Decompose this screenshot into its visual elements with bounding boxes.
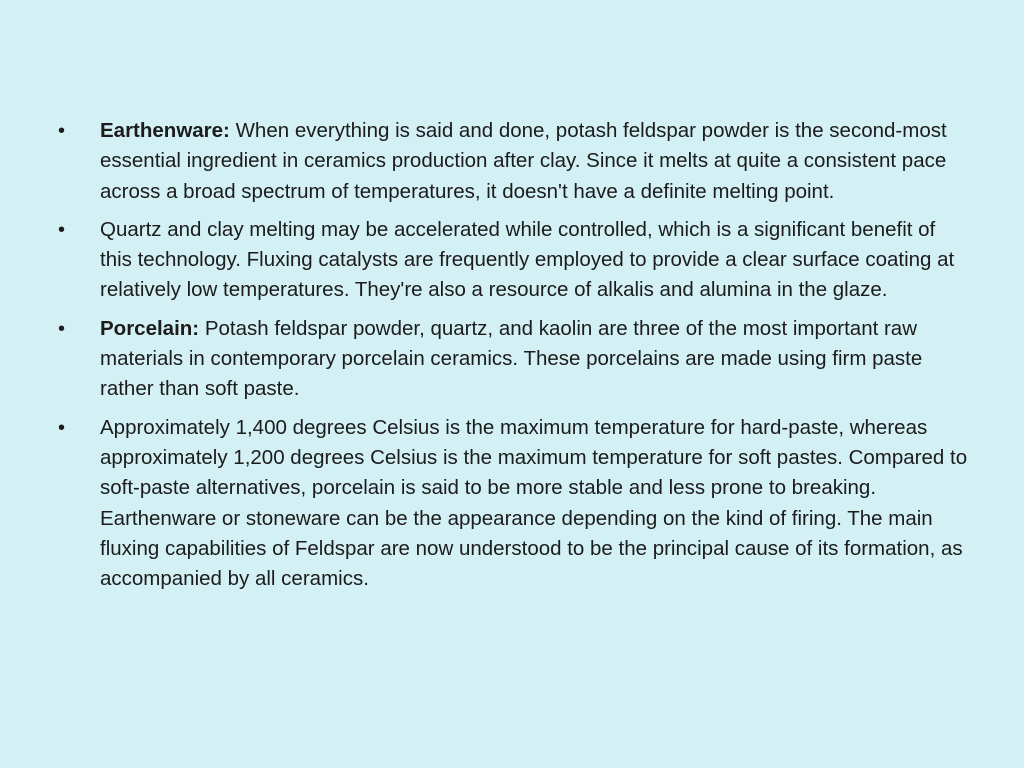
bullet-item-earthenware: [58, 116, 968, 207]
bullet-text: Approximately 1,400 degrees Celsius is the maximum temperature for hard-paste, whereas approximately 1,200 degrees Celsius is the maximum temperature for soft pastes. Compared to soft-paste alternatives, porcelain is said to be more stable and less prone to breaking. Earthenware or stoneware can be the appearance depending on the kind of firing. The main fluxing capabilities of Feldspar are now understood to be the principal cause of its formation, as accompanied by all ceramics.: [100, 415, 968, 591]
bullet-item-temperatures: [58, 413, 968, 595]
bullet-text: Potash feldspar powder, quartz, and kaolin are three of the most important raw materials in contemporary porcelain ceramics. These porcelains are made using firm paste rather than soft paste.: [100, 316, 923, 401]
bullet-text: When everything is said and done, potash feldspar powder is the second-most essential ingredient in ceramics production after clay. Since it melts at quite a consistent pace across a broad spectrum of temperatures, it doesn't have a definite melting point.: [100, 119, 947, 203]
bullet-term: Earthenware:: [100, 119, 230, 142]
bullet-list: [58, 116, 968, 602]
bullet-icon: •: [58, 120, 66, 142]
bullet-term: Porcelain:: [100, 316, 200, 340]
bullet-text: Quartz and clay melting may be accelerated while controlled, which is a significant benefit of this technology. Fluxing catalysts are frequently employed to provide a clear surface coating at relatively low temperatures. They're also a resource of alkalis and alumina in the glaze.: [100, 217, 955, 302]
bullet-icon: •: [58, 416, 66, 439]
bullet-item-porcelain: [58, 314, 968, 405]
bullet-icon: •: [58, 317, 66, 340]
bullet-item-quartz-clay: [58, 215, 968, 306]
bullet-icon: •: [58, 218, 66, 241]
